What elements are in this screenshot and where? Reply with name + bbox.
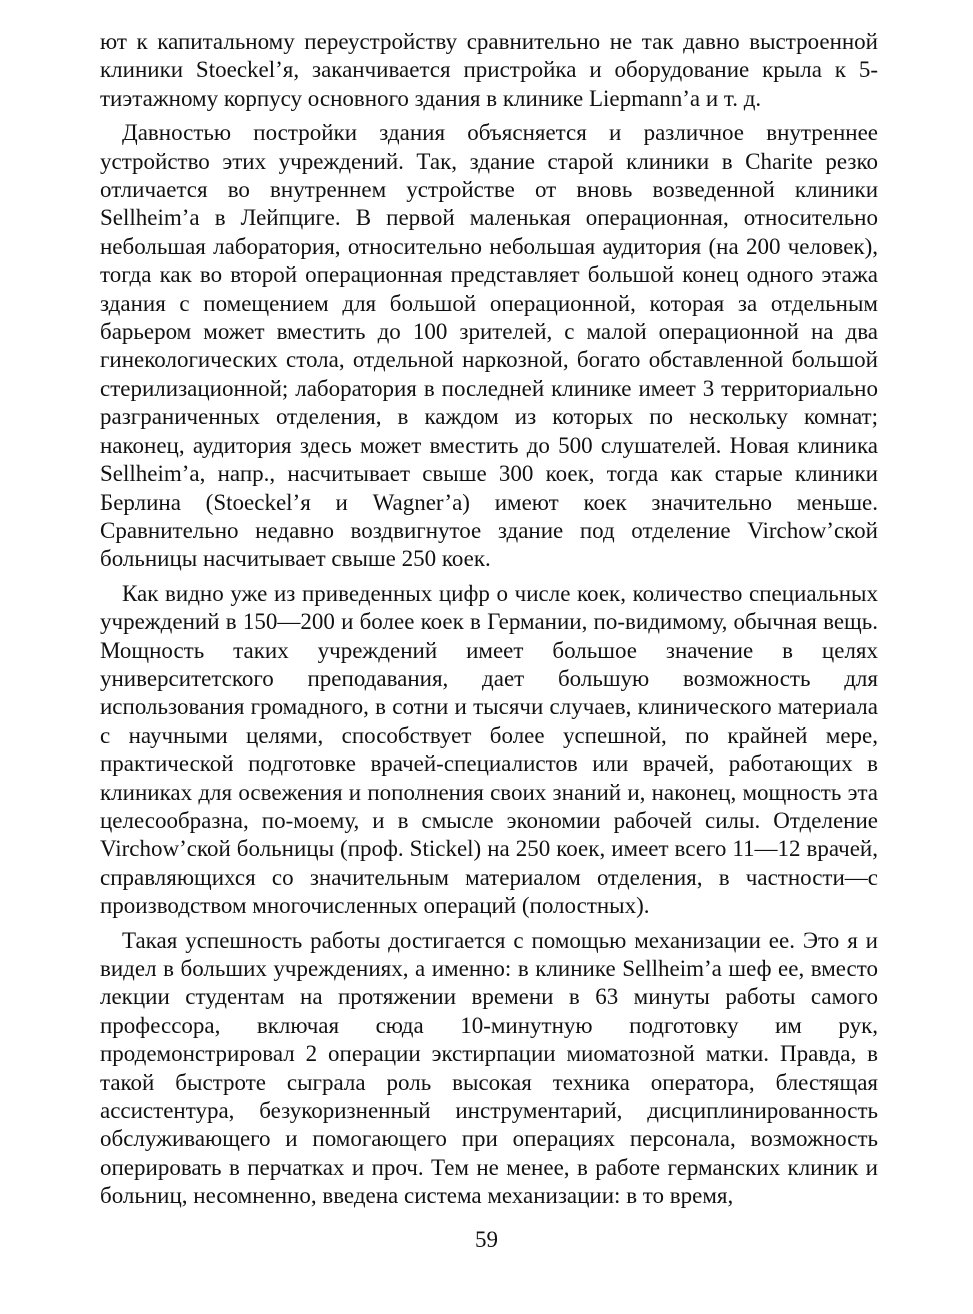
page-number: 59 [475, 1227, 498, 1252]
paragraph-work-mechanization: Такая успешность работы достигается с помощью механизации ее. Это я и видел в больших учреждениях, а именно: в клинике Sellheim’а шеф ее, вместо лекции студентам на протяжении времени в 63 минуты работы самого профессора, включая сюда 10-минутную подготовку им рук, продемонстрировал 2 операции экстирпации миоматозной матки. Правда, в такой быстроте сыграла роль высокая техника оператора, блестящая ассистентура, безукоризненный инструментарий, дисциплинированность обслуживающего и помогающего при операциях персонала, возможность оперировать в перчатках и проч. Тем не менее, в работе германских клиник и больниц, несомненно, введена система механизации: в то время, [100, 927, 878, 1209]
paragraph-institution-capacity: Как видно уже из приведенных цифр о числе коек, количество специальных учреждений в 150—200 и более коек в Германии, по-видимому, обычная вещь. Мощность таких учреждений имеет большое значение в целях университетского преподавания, дает большую возможность для использования громадного, в сотни и тысячи случаев, клинического материала с научными целями, способствует более успешной, по крайней мере, практической подготовке врачей-специалистов или врачей, работающих в клиниках для освежения и пополнения своих знаний и, наконец, мощность эта целесообразна, по-моему, и в смысле экономии рабочей силы. Отделение Virchow’ской больницы (проф. Stickel) на 250 коек, имеет всего 11—12 врачей, справляющихся со значительным материалом отделения, в частности—с производством многочисленных операций (полостных). [100, 580, 878, 919]
page-text-body [100, 28, 878, 1211]
paragraph-continuation: ют к капитальному переустройству сравнительно не так давно выстроенной клиники Stoeckel’я, заканчивается пристройка и оборудование крыла к 5-тиэтажному корпусу основного здания в клинике Liepmann’а и т. д. [100, 29, 878, 111]
paragraph-building-layout: Давностью постройки здания объясняется и различное внутреннее устройство этих учреждений. Так, здание старой клиники в Charite резко отличается во внутреннем устройстве от вновь возведенной клиники Sellheim’а в Лейпциге. В первой маленькая операционная, относительно небольшая лаборатория, относительно небольшая аудитория (на 200 человек), тогда как во второй операционная представляет большой конец одного этажа здания с помещением для большой операционной, которая за отдельным барьером может вместить до 100 зрителей, с малой операционной на два гинекологических стола, отдельной наркозной, богато обставленной большой стерилизационной; лаборатория в последней клинике имеет 3 территориально разграниченных отделения, в каждом из которых по нескольку комнат; наконец, аудитория здесь может вместить до 500 слушателей. Новая клиника Sellheim’а, напр., насчитывает свыше 300 коек, тогда как старые клиники Берлина (Stoeckel’я и Wagner’а) имеют коек значительно меньше. Сравнительно недавно воздвигнутое здание под отделение Virchow’ской больницы насчитывает свыше 250 коек. [100, 120, 878, 572]
